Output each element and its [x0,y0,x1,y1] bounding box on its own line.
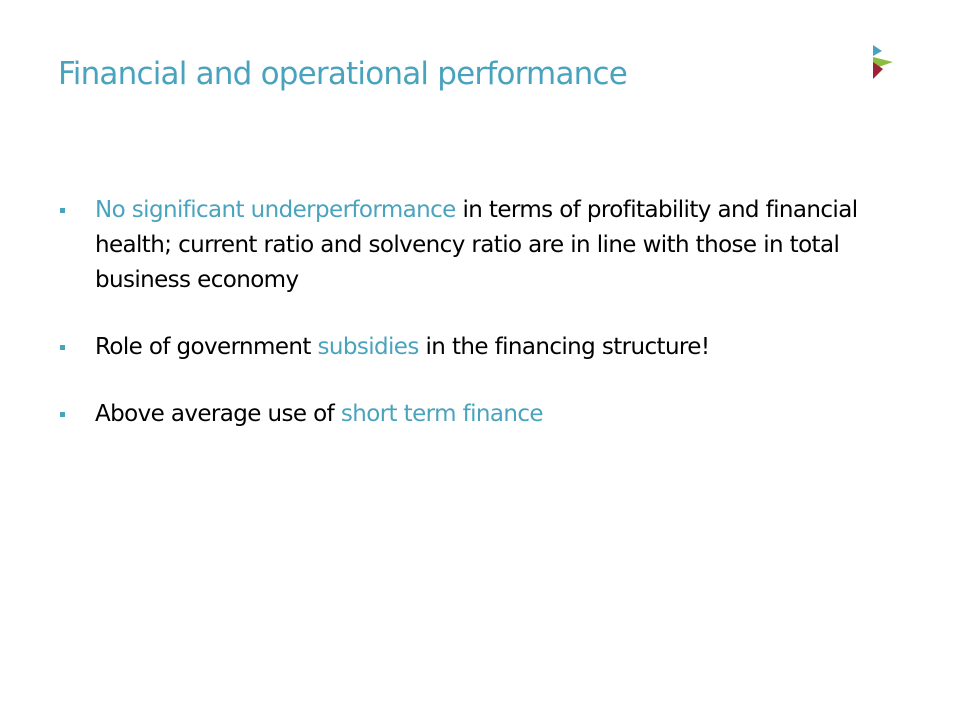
bullet-text-before: Role of government [95,334,318,360]
highlight-underperformance: No significant underperformance [95,197,456,223]
bullet-item-subsidies [58,330,898,365]
slide-title: Financial and operational performance [58,56,628,92]
highlight-short-term-finance: short term finance [340,401,543,427]
bullet-text: in terms of profitability and financial health; current ratio and solvency ratio are in line with those in total business economy [95,197,858,293]
bullet-text-before: Above average use of [95,401,341,427]
highlight-subsidies: subsidies [317,334,419,360]
triangle-arrows-logo-icon [871,45,897,79]
bullet-list [58,193,898,432]
bullet-text-after: in the financing structure! [418,334,710,360]
square-bullet-icon [60,208,65,213]
bullet-item-short-term-finance [58,397,898,432]
square-bullet-icon [60,412,65,417]
bullet-item-performance [58,193,898,298]
square-bullet-icon [60,345,65,350]
